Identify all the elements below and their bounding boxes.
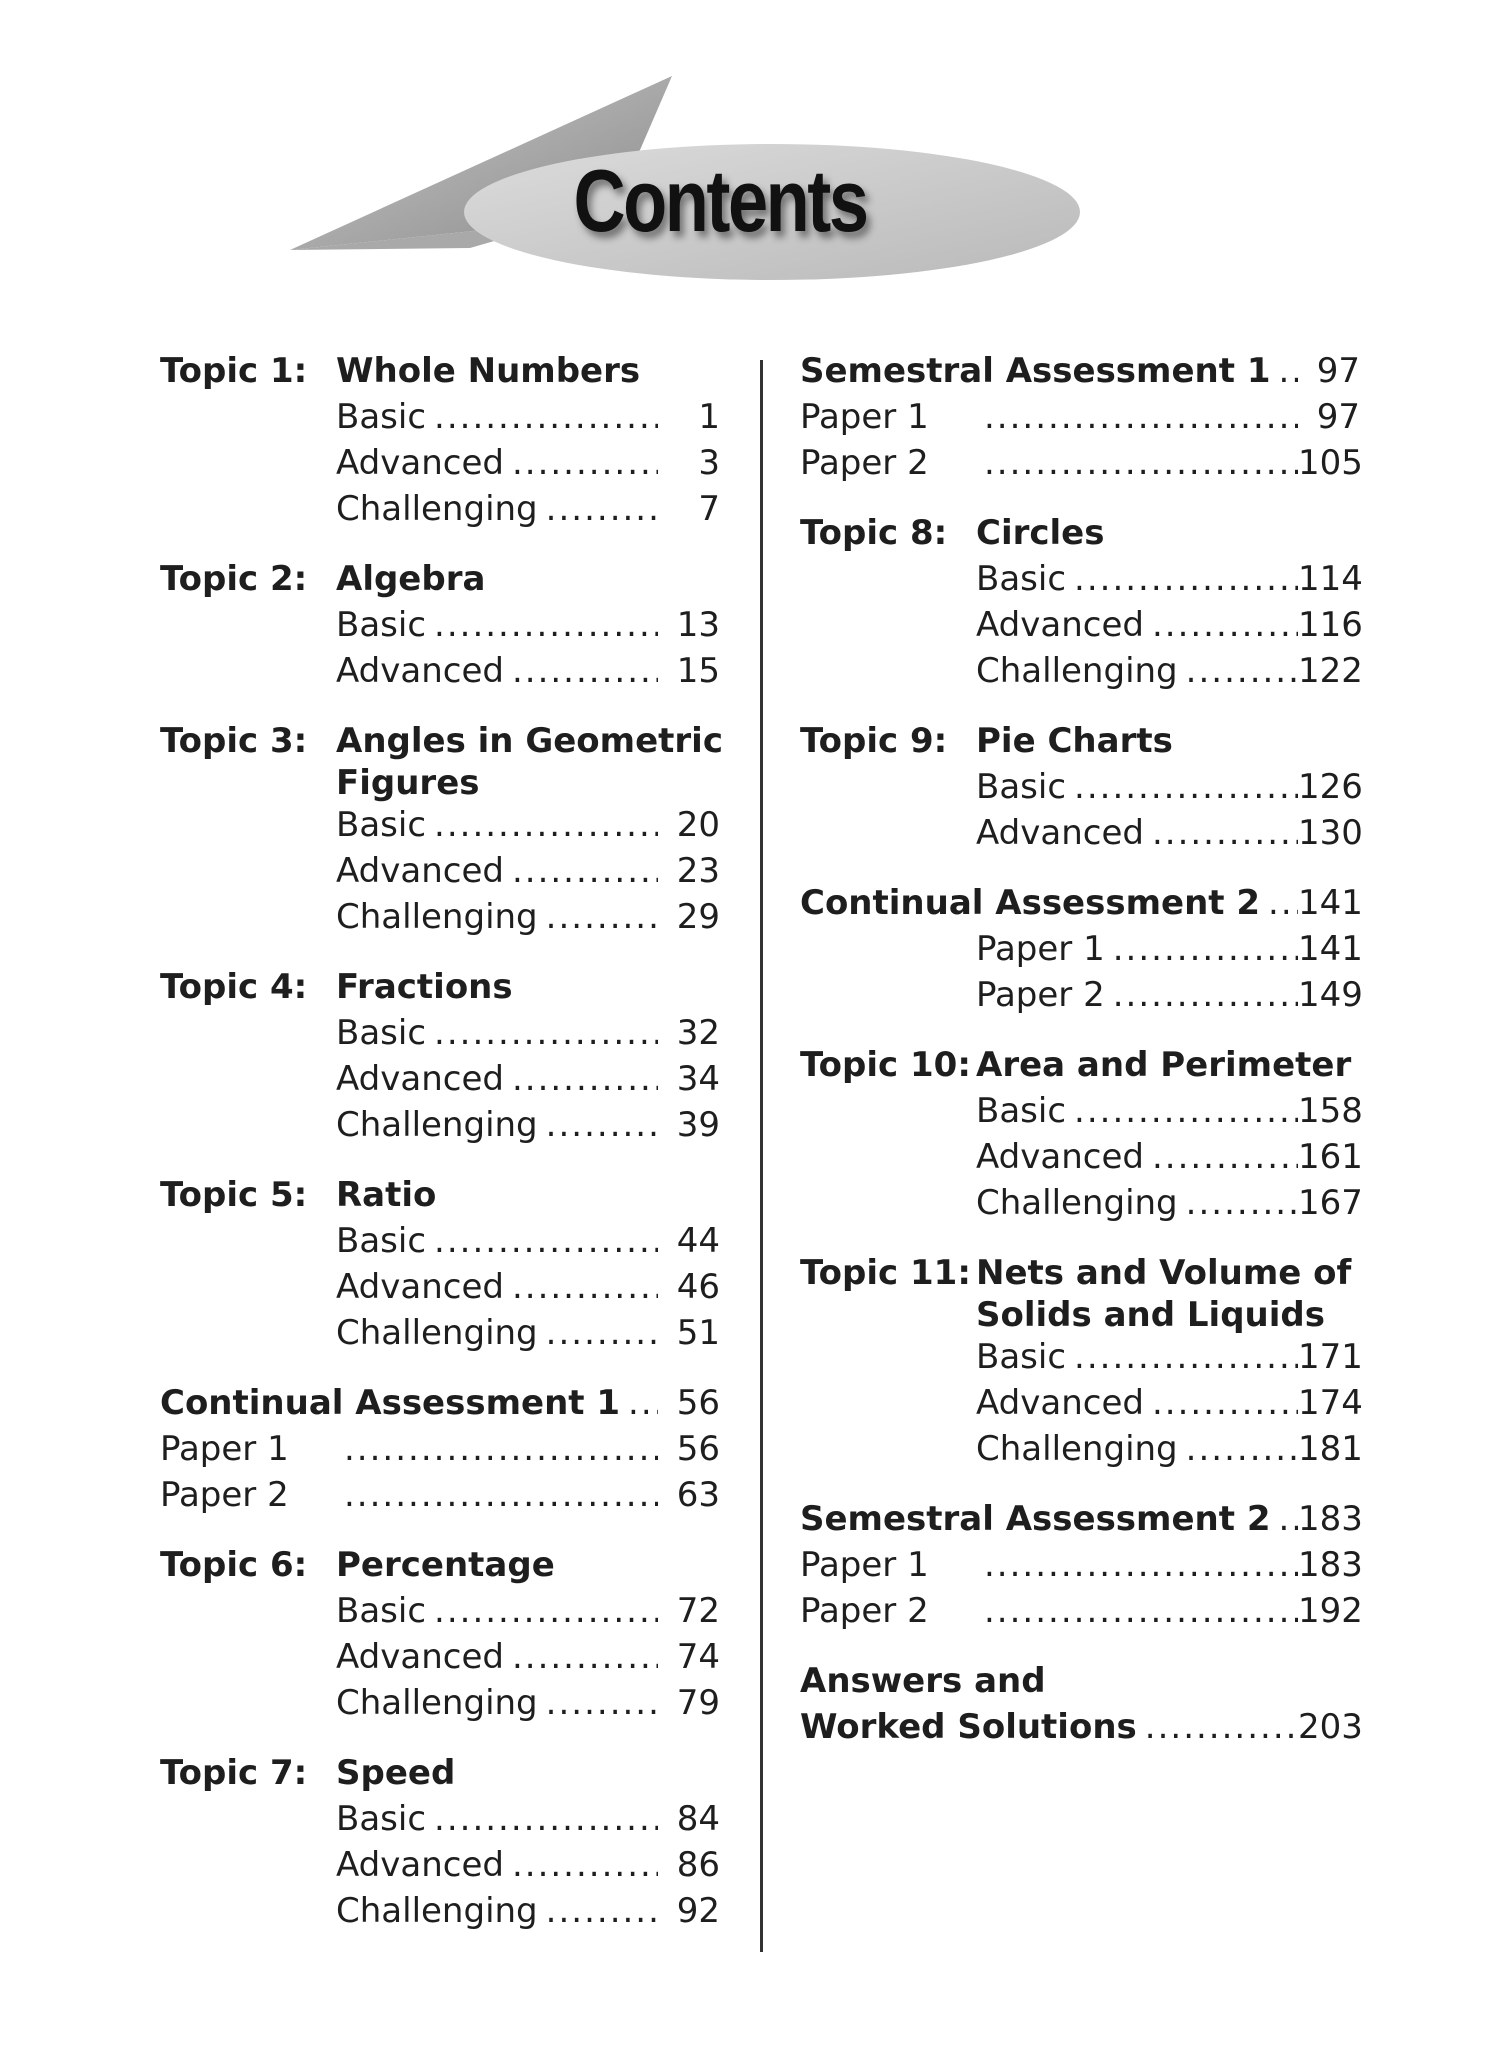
toc-entry xyxy=(800,648,1363,694)
dot-leader xyxy=(1066,1334,1298,1380)
toc-entry xyxy=(160,894,720,940)
dot-leader xyxy=(976,394,1298,440)
dot-leader xyxy=(1066,1088,1298,1134)
dot-leader xyxy=(426,1796,658,1842)
dot-leader xyxy=(976,1542,1298,1588)
page-number: 3 xyxy=(698,443,720,483)
toc-entry xyxy=(160,1634,720,1680)
page-number: 51 xyxy=(676,1313,720,1353)
entry-label: Basic xyxy=(336,1591,427,1631)
page-number: 39 xyxy=(676,1105,720,1145)
toc-entry xyxy=(160,1588,720,1634)
page-number: 192 xyxy=(1298,1591,1363,1631)
entry-label: Advanced xyxy=(336,851,504,891)
dot-leader xyxy=(426,1010,658,1056)
dot-leader xyxy=(336,1426,658,1472)
topic-block xyxy=(160,964,720,1148)
page-number: 141 xyxy=(1298,929,1363,969)
entry-label: Advanced xyxy=(976,1137,1144,1177)
entry-label: Challenging xyxy=(336,489,538,529)
topic-label: Topic 6: xyxy=(160,1545,308,1585)
dot-leader xyxy=(504,440,658,486)
toc-entry xyxy=(160,1310,720,1356)
dot-leader xyxy=(1105,926,1298,972)
toc-entry xyxy=(800,972,1363,1018)
entry-label: Challenging xyxy=(976,1183,1178,1223)
topic-title: Ratio xyxy=(336,1175,437,1215)
page-number: 97 xyxy=(1316,351,1360,391)
dot-leader xyxy=(1178,648,1298,694)
page-number: 174 xyxy=(1298,1383,1363,1423)
topic-title: Circles xyxy=(976,513,1105,553)
entry-label: Paper 2 xyxy=(976,975,1105,1015)
entry-label: Paper 2 xyxy=(800,1591,929,1631)
toc-entry xyxy=(160,440,720,486)
dot-leader xyxy=(538,894,658,940)
topic-block xyxy=(160,1542,720,1726)
dot-leader xyxy=(538,1680,658,1726)
toc-entry xyxy=(800,1134,1363,1180)
entry-label: Challenging xyxy=(336,1683,538,1723)
entry-label: Basic xyxy=(976,559,1067,599)
toc-entry xyxy=(160,394,720,440)
page-number: 203 xyxy=(1298,1707,1363,1747)
assessment-title: Continual Assessment 1 xyxy=(160,1383,621,1423)
entry-label: Challenging xyxy=(336,897,538,937)
assessment-title: Semestral Assessment 2 xyxy=(800,1499,1271,1539)
page-number: 63 xyxy=(676,1475,720,1515)
dot-leader xyxy=(504,848,658,894)
topic-block xyxy=(160,718,723,940)
assessment-block xyxy=(800,348,1363,486)
dot-leader xyxy=(1144,810,1298,856)
entry-label: Advanced xyxy=(336,1637,504,1677)
dot-leader xyxy=(1144,1134,1298,1180)
assessment-block xyxy=(800,880,1363,1018)
page-number: 84 xyxy=(676,1799,720,1839)
toc-right-column xyxy=(800,348,1363,1774)
answers-title: Answers and xyxy=(800,1661,1046,1701)
toc-entry xyxy=(160,648,720,694)
entry-label: Paper 1 xyxy=(800,1545,929,1585)
toc-entry xyxy=(800,1088,1363,1134)
topic-heading xyxy=(160,1172,720,1218)
page-number: 13 xyxy=(676,605,720,645)
page-number: 20 xyxy=(676,805,720,845)
entry-label: Challenging xyxy=(976,651,1178,691)
dot-leader xyxy=(426,394,658,440)
toc-entry xyxy=(800,1180,1363,1226)
page-number: 56 xyxy=(676,1383,720,1423)
toc-entry xyxy=(160,1056,720,1102)
page-number: 116 xyxy=(1298,605,1363,645)
topic-label: Topic 3: xyxy=(160,721,308,761)
entry-label: Basic xyxy=(976,1337,1067,1377)
topic-label: Topic 10: xyxy=(800,1045,971,1085)
entry-label: Challenging xyxy=(336,1313,538,1353)
page-number: 86 xyxy=(676,1845,720,1885)
page-number: 171 xyxy=(1298,1337,1363,1377)
topic-label: Topic 2: xyxy=(160,559,308,599)
topic-block xyxy=(800,510,1363,694)
toc-entry xyxy=(160,1264,720,1310)
topic-heading xyxy=(160,1542,720,1588)
topic-heading xyxy=(160,556,720,602)
topic-block xyxy=(800,1042,1363,1226)
dot-leader xyxy=(504,648,658,694)
dot-leader xyxy=(538,1102,658,1148)
dot-leader xyxy=(1260,880,1298,926)
entry-label: Basic xyxy=(336,1221,427,1261)
entry-label: Paper 1 xyxy=(976,929,1105,969)
toc-entry xyxy=(160,1842,720,1888)
toc-entry xyxy=(800,1380,1363,1426)
page-number: 183 xyxy=(1298,1545,1363,1585)
page-number: 29 xyxy=(676,897,720,937)
answers-heading xyxy=(800,1704,1363,1750)
assessment-block xyxy=(800,1496,1363,1634)
topic-title: Angles in Geometric xyxy=(336,721,723,761)
topic-label: Topic 8: xyxy=(800,513,948,553)
page-number: 181 xyxy=(1298,1429,1363,1469)
page-number: 114 xyxy=(1298,559,1363,599)
entry-label: Challenging xyxy=(976,1429,1178,1469)
toc-entry xyxy=(160,1680,720,1726)
dot-leader xyxy=(1144,602,1298,648)
dot-leader xyxy=(538,486,658,532)
topic-heading xyxy=(800,510,1360,556)
page-number: 15 xyxy=(676,651,720,691)
entry-label: Advanced xyxy=(976,813,1144,853)
toc-entry xyxy=(160,802,720,848)
toc-entry xyxy=(800,394,1360,440)
assessment-heading xyxy=(160,1380,720,1426)
entry-label: Basic xyxy=(336,605,427,645)
page-number: 46 xyxy=(676,1267,720,1307)
topic-title: Figures xyxy=(336,763,480,803)
topic-heading xyxy=(160,718,723,764)
topic-label: Topic 5: xyxy=(160,1175,308,1215)
topic-title: Pie Charts xyxy=(976,721,1173,761)
assessment-heading xyxy=(800,880,1363,926)
dot-leader xyxy=(1144,1380,1298,1426)
page-number: 1 xyxy=(698,397,720,437)
dot-leader xyxy=(426,1218,658,1264)
dot-leader xyxy=(620,1380,658,1426)
topic-block xyxy=(160,1172,720,1356)
dot-leader xyxy=(976,440,1298,486)
topic-title: Algebra xyxy=(336,559,486,599)
page-number: 74 xyxy=(676,1637,720,1677)
entry-label: Paper 1 xyxy=(800,397,929,437)
dot-leader xyxy=(1271,1496,1299,1542)
dot-leader xyxy=(426,602,658,648)
page-number: 141 xyxy=(1298,883,1363,923)
toc-entry xyxy=(160,602,720,648)
toc-entry xyxy=(160,1888,720,1934)
entry-label: Basic xyxy=(336,397,427,437)
page-number: 34 xyxy=(676,1059,720,1099)
toc-entry xyxy=(800,602,1363,648)
entry-label: Basic xyxy=(976,1091,1067,1131)
page-number: 32 xyxy=(676,1013,720,1053)
topic-label: Topic 4: xyxy=(160,967,308,1007)
entry-label: Challenging xyxy=(336,1891,538,1931)
dot-leader xyxy=(336,1472,658,1518)
dot-leader xyxy=(538,1888,658,1934)
topic-title: Whole Numbers xyxy=(336,351,641,391)
topic-title: Nets and Volume of xyxy=(976,1253,1352,1293)
answers-block xyxy=(800,1658,1363,1750)
page-number: 126 xyxy=(1298,767,1363,807)
entry-label: Advanced xyxy=(336,1845,504,1885)
assessment-title: Continual Assessment 2 xyxy=(800,883,1261,923)
entry-label: Challenging xyxy=(336,1105,538,1145)
topic-label: Topic 1: xyxy=(160,351,308,391)
page-number: 149 xyxy=(1298,975,1363,1015)
dot-leader xyxy=(1178,1426,1298,1472)
toc-entry xyxy=(800,1588,1363,1634)
toc-entry xyxy=(800,440,1363,486)
topic-title: Speed xyxy=(336,1753,456,1793)
entry-label: Advanced xyxy=(336,1267,504,1307)
topic-label: Topic 7: xyxy=(160,1753,308,1793)
topic-block xyxy=(800,718,1363,856)
topic-block xyxy=(160,556,720,694)
topic-heading-continued xyxy=(800,1296,1360,1334)
dot-leader xyxy=(1066,764,1298,810)
toc-entry xyxy=(160,1010,720,1056)
toc-entry xyxy=(800,810,1363,856)
entry-label: Advanced xyxy=(336,1059,504,1099)
page-number: 44 xyxy=(676,1221,720,1261)
topic-block xyxy=(160,348,720,532)
topic-title: Area and Perimeter xyxy=(976,1045,1352,1085)
topic-heading xyxy=(160,1750,720,1796)
toc-entry xyxy=(800,764,1363,810)
entry-label: Advanced xyxy=(976,1383,1144,1423)
dot-leader xyxy=(1271,348,1299,394)
dot-leader xyxy=(1137,1704,1298,1750)
toc-entry xyxy=(160,848,720,894)
topic-title: Fractions xyxy=(336,967,513,1007)
toc-entry xyxy=(800,926,1363,972)
toc-entry xyxy=(160,1426,720,1472)
assessment-heading xyxy=(800,348,1360,394)
page-number: 97 xyxy=(1316,397,1360,437)
toc-entry xyxy=(160,1218,720,1264)
topic-title: Percentage xyxy=(336,1545,555,1585)
page-number: 158 xyxy=(1298,1091,1363,1131)
entry-label: Paper 2 xyxy=(800,443,929,483)
toc-entry xyxy=(800,556,1363,602)
toc-left-column xyxy=(160,348,723,1958)
page-number: 183 xyxy=(1298,1499,1363,1539)
column-divider xyxy=(760,360,763,1952)
dot-leader xyxy=(504,1056,658,1102)
toc-entry xyxy=(160,1472,720,1518)
page-number: 7 xyxy=(698,489,720,529)
topic-heading xyxy=(800,1042,1360,1088)
page-number: 23 xyxy=(676,851,720,891)
dot-leader xyxy=(1178,1180,1298,1226)
entry-label: Advanced xyxy=(336,651,504,691)
dot-leader xyxy=(504,1842,658,1888)
toc-entry xyxy=(800,1334,1363,1380)
page-number: 161 xyxy=(1298,1137,1363,1177)
dot-leader xyxy=(426,802,658,848)
toc-entry xyxy=(800,1426,1363,1472)
toc-entry xyxy=(160,1796,720,1842)
page-number: 122 xyxy=(1298,651,1363,691)
entry-label: Paper 2 xyxy=(160,1475,289,1515)
assessment-title: Semestral Assessment 1 xyxy=(800,351,1271,391)
assessment-block xyxy=(160,1380,720,1518)
entry-label: Basic xyxy=(336,1799,427,1839)
entry-label: Paper 1 xyxy=(160,1429,289,1469)
dot-leader xyxy=(504,1264,658,1310)
topic-title: Solids and Liquids xyxy=(976,1295,1325,1335)
assessment-heading xyxy=(800,1496,1363,1542)
topic-heading xyxy=(160,348,720,394)
toc-entry xyxy=(160,1102,720,1148)
page-number: 72 xyxy=(676,1591,720,1631)
entry-label: Basic xyxy=(976,767,1067,807)
page-number: 105 xyxy=(1298,443,1363,483)
topic-heading-continued xyxy=(160,764,720,802)
entry-label: Basic xyxy=(336,805,427,845)
dot-leader xyxy=(1105,972,1298,1018)
page-title: Contents xyxy=(573,151,867,250)
entry-label: Advanced xyxy=(976,605,1144,645)
page-number: 56 xyxy=(676,1429,720,1469)
topic-label: Topic 9: xyxy=(800,721,948,761)
topic-heading xyxy=(160,964,720,1010)
toc-entry xyxy=(800,1542,1363,1588)
entry-label: Advanced xyxy=(336,443,504,483)
dot-leader xyxy=(504,1634,658,1680)
answers-title-continued: Worked Solutions xyxy=(800,1707,1137,1747)
dot-leader xyxy=(538,1310,658,1356)
dot-leader xyxy=(976,1588,1298,1634)
topic-block xyxy=(160,1750,720,1934)
page-number: 79 xyxy=(676,1683,720,1723)
toc-entry xyxy=(160,486,720,532)
topic-heading xyxy=(800,718,1360,764)
entry-label: Basic xyxy=(336,1013,427,1053)
page-number: 92 xyxy=(676,1891,720,1931)
topic-heading xyxy=(800,1250,1360,1296)
topic-block xyxy=(800,1250,1363,1472)
page-number: 130 xyxy=(1298,813,1363,853)
dot-leader xyxy=(426,1588,658,1634)
dot-leader xyxy=(1066,556,1298,602)
page-number: 167 xyxy=(1298,1183,1363,1223)
topic-label: Topic 11: xyxy=(800,1253,971,1293)
